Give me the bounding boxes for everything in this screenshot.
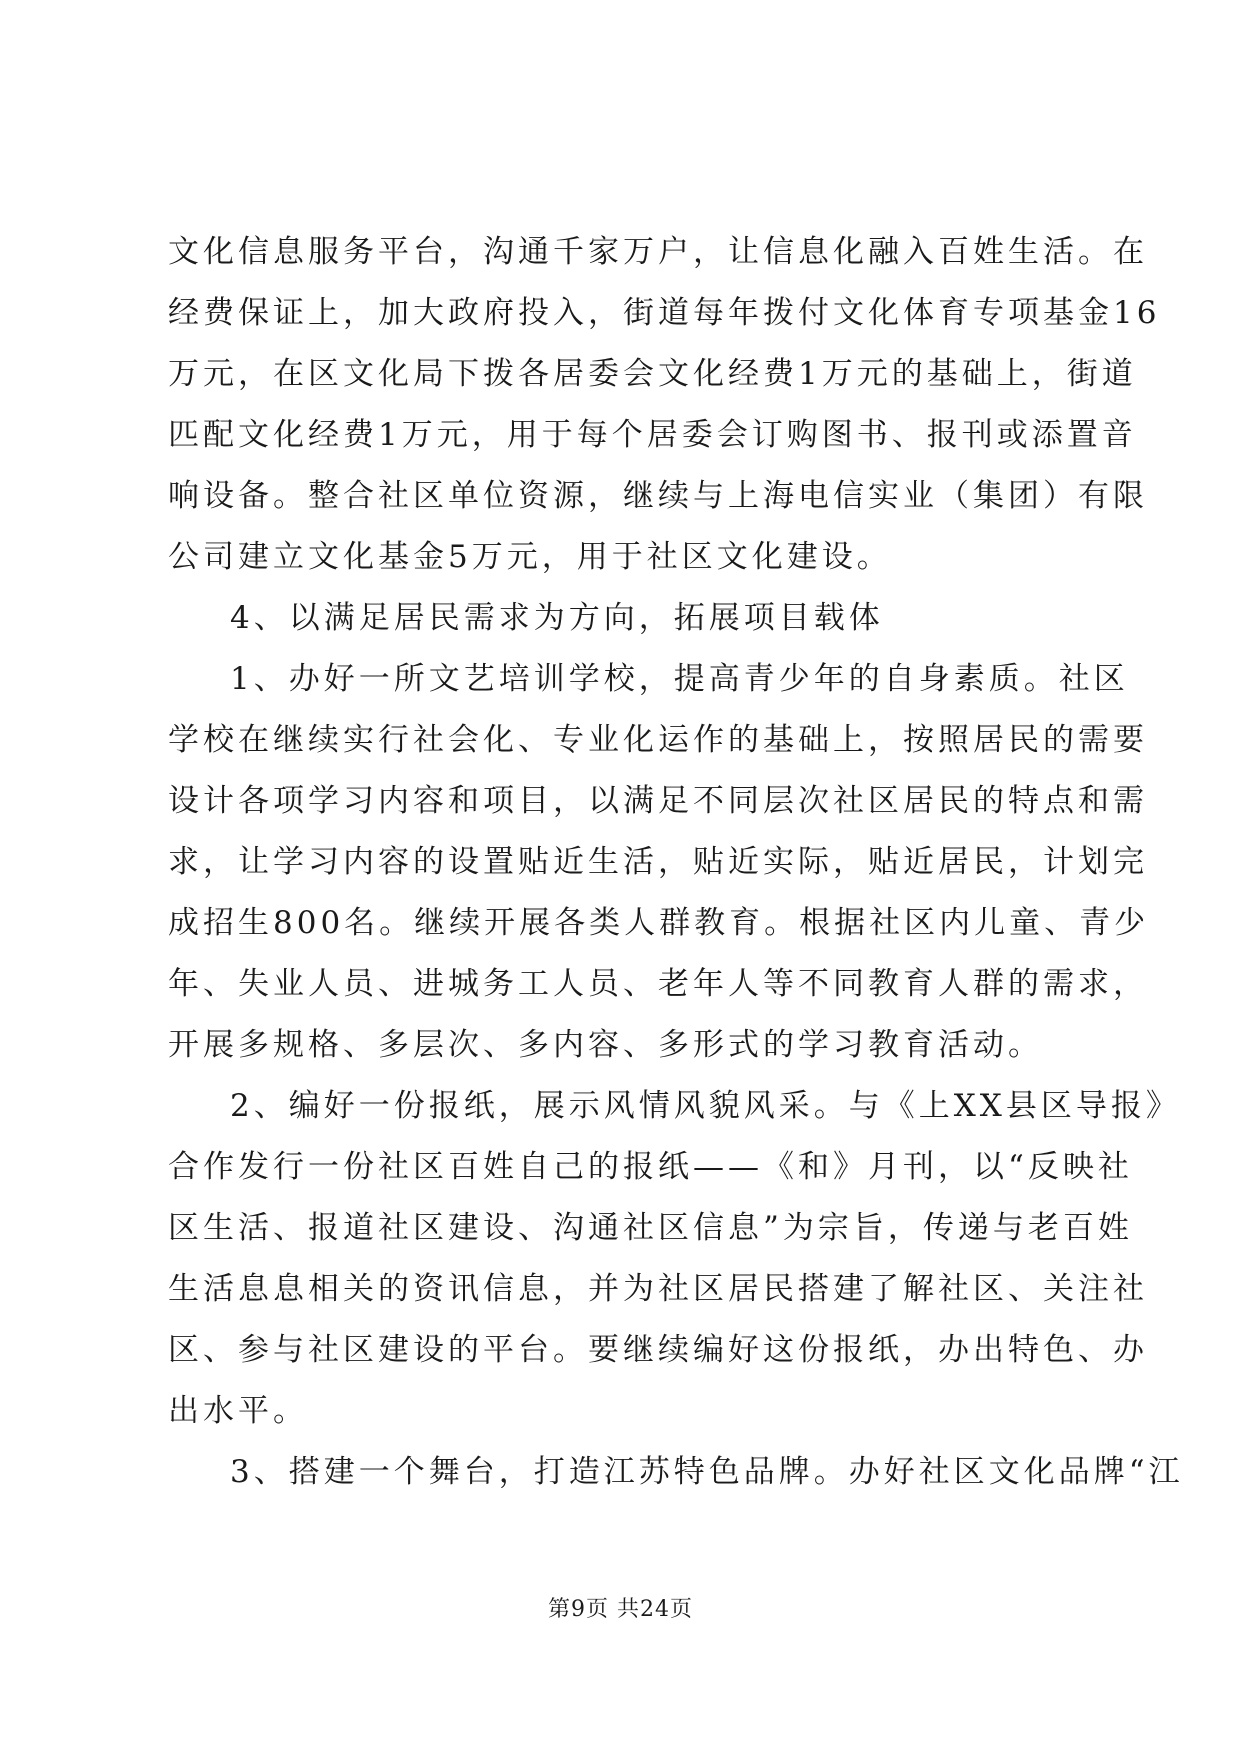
text-line: 成招生800名。继续开展各类人群教育。根据社区内儿童、青少 <box>168 905 1150 941</box>
section-heading <box>168 588 1073 649</box>
text-line: 文化信息服务平台，沟通千家万户，让信息化融入百姓生活。在 <box>168 234 1148 270</box>
text-line: 年、失业人员、进城务工人员、老年人等不同教育人群的需求， <box>168 966 1148 1002</box>
page-number-footer: 第9页 共24页 <box>548 1597 693 1622</box>
heading-line: 4、以满足居民需求为方向，拓展项目载体 <box>230 600 884 636</box>
text-line: 经费保证上，加大政府投入，街道每年拨付文化体育专项基金16 <box>168 295 1161 331</box>
paragraph-funding <box>168 222 1161 588</box>
text-line: 万元，在区文化局下拨各居委会文化经费1万元的基础上，街道 <box>168 356 1137 392</box>
text-line: 求，让学习内容的设置贴近生活，贴近实际，贴近居民，计划完 <box>168 844 1148 880</box>
text-line: 生活息息相关的资讯信息，并为社区居民搭建了解社区、关注社 <box>168 1271 1148 1307</box>
paragraph-newspaper <box>168 1076 1181 1442</box>
text-line: 开展多规格、多层次、多内容、多形式的学习教育活动。 <box>168 1027 1043 1063</box>
text-line: 公司建立文化基金5万元，用于社区文化建设。 <box>168 539 892 575</box>
text-line: 区生活、报道社区建设、沟通社区信息”为宗旨，传递与老百姓 <box>168 1210 1133 1246</box>
text-line: 合作发行一份社区百姓自己的报纸——《和》月刊，以“反映社 <box>168 1149 1133 1185</box>
text-line: 2、编好一份报纸，展示风情风貌风采。与《上XX县区导报》 <box>230 1088 1181 1124</box>
text-line: 1、办好一所文艺培训学校，提高青少年的自身素质。社区 <box>230 661 1129 697</box>
text-line: 出水平。 <box>168 1393 308 1429</box>
text-line: 3、搭建一个舞台，打造江苏特色品牌。办好社区文化品牌“江 <box>230 1454 1184 1490</box>
text-line: 匹配文化经费1万元，用于每个居委会订购图书、报刊或添置音 <box>168 417 1137 453</box>
text-line: 区、参与社区建设的平台。要继续编好这份报纸，办出特色、办 <box>168 1332 1148 1368</box>
paragraph-school <box>168 649 1150 1076</box>
text-line: 学校在继续实行社会化、专业化运作的基础上，按照居民的需要 <box>168 722 1148 758</box>
paragraph-stage <box>168 1442 1184 1503</box>
text-line: 响设备。整合社区单位资源，继续与上海电信实业（集团）有限 <box>168 478 1148 514</box>
body-text <box>168 222 1184 1503</box>
text-line: 设计各项学习内容和项目，以满足不同层次社区居民的特点和需 <box>168 783 1148 819</box>
